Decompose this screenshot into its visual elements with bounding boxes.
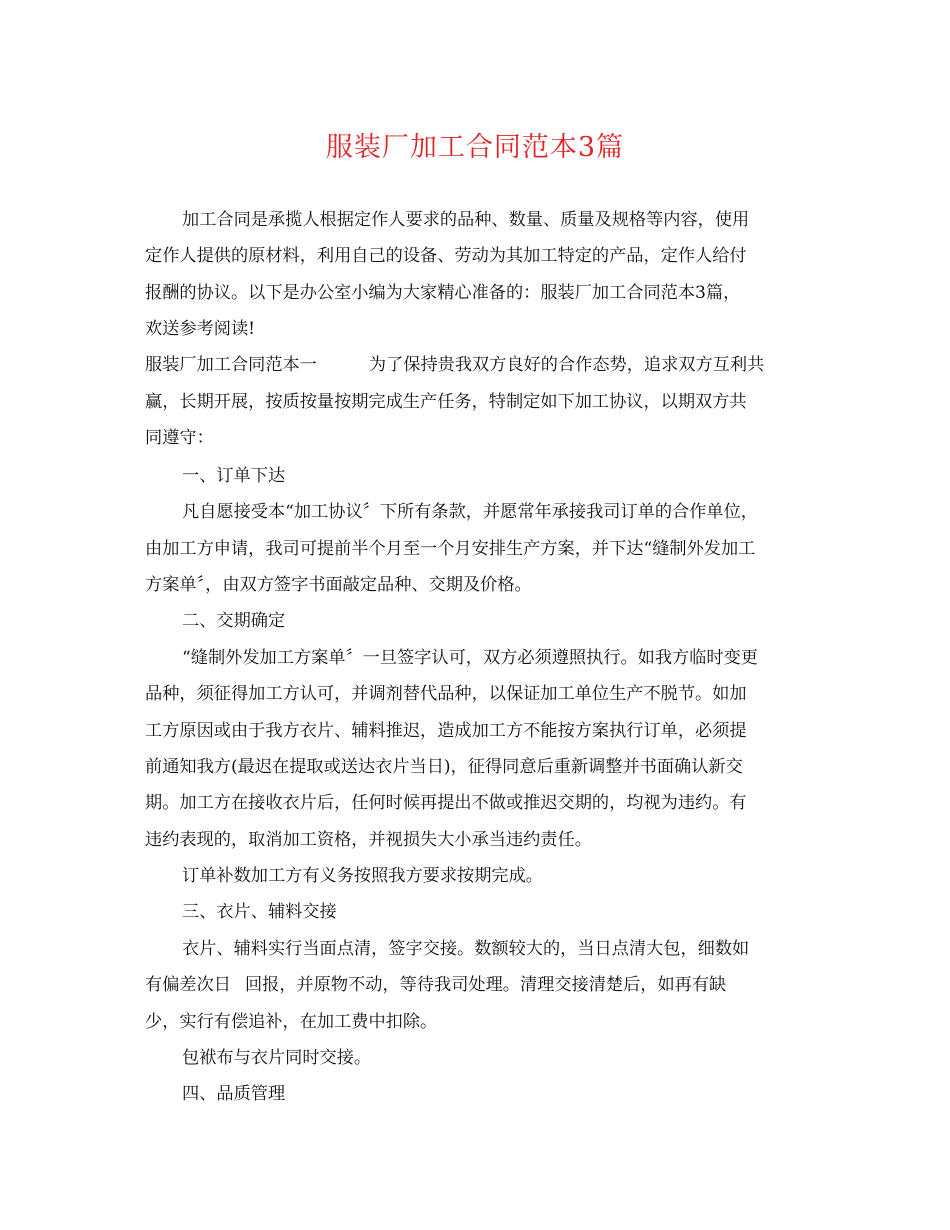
paragraph-line: 工方原因或由于我方衣片、辅料推迟，造成加工方不能按方案执行订单，必须提 [145, 721, 747, 741]
paragraph-line [145, 973, 825, 997]
paragraph-line: 少，实行有偿追补，在加工费中扣除。 [145, 1012, 438, 1032]
paragraph-line: 同遵守： [145, 428, 214, 448]
paragraph-line: 违约表现的，取消加工资格，并视损失大小承当违约责任。 [145, 830, 592, 850]
paragraph-line: 加工合同是承揽人根据定作人要求的品种、数量、质量及规格等内容，使用 [182, 210, 750, 230]
paragraph-line: 凡自愿接受本“加工协议〞下所有条款，并愿常年承接我司订单的合作单位， [182, 502, 758, 522]
paragraph-line [145, 353, 825, 377]
clause-heading: 一、订单下达 [182, 466, 286, 486]
paragraph-line: 订单补数加工方有义务按照我方要求按期完成。 [182, 866, 543, 886]
paragraph-line: 报酬的协议。以下是办公室小编为大家精心准备的：服装厂加工合同范本3篇， [145, 283, 741, 303]
paragraph-line: 定作人提供的原材料，利用自己的设备、劳动为其加工特定的产品，定作人给付 [145, 246, 747, 266]
paragraph-line: 包袱布与衣片同时交接。 [182, 1048, 372, 1068]
paragraph-line: “缝制外发加工方案单〞一旦签字认可，双方必须遵照执行。如我方临时变更 [182, 648, 758, 668]
clause-heading: 三、衣片、辅料交接 [182, 902, 337, 922]
paragraph-line: 衣片、辅料实行当面点清，签字交接。数额较大的，当日点清大包，细数如 [182, 939, 750, 959]
paragraph-line: 期。加工方在接收衣片后，任何时候再提出不做或推迟交期的，均视为违约。有 [145, 793, 747, 813]
document-title: 服装厂加工合同范本3篇 [325, 132, 625, 163]
section-heading: 服装厂加工合同范本一 [145, 355, 317, 375]
paragraph-line: 品种，须征得加工方认可，并调剂替代品种，以保证加工单位生产不脱节。如加 [145, 684, 747, 704]
paragraph-text: 有偏差次日 [145, 975, 231, 995]
paragraph-text: 回报，并原物不动，等待我司处理。清理交接清楚后，如再有缺 [244, 975, 727, 995]
paragraph-line: 欢送参考阅读! [145, 319, 256, 339]
paragraph-line: 前通知我方(最迟在提取或送达衣片当日)，征得同意后重新调整并书面确认新交 [145, 757, 743, 777]
paragraph-line: 方案单〞，由双方签字书面敲定品种、交期及价格。 [145, 575, 532, 595]
paragraph-line: 赢，长期开展，按质按量按期完成生产任务，特制定如下加工协议，以期双方共 [145, 392, 747, 412]
paragraph-text: 为了保持贵我双方良好的合作态势，追求双方互利共 [368, 355, 765, 375]
clause-heading: 二、交期确定 [182, 611, 286, 631]
paragraph-line: 由加工方申请，我司可提前半个月至一个月安排生产方案，并下达“缝制外发加工 [145, 539, 756, 559]
clause-heading: 四、品质管理 [182, 1084, 286, 1104]
